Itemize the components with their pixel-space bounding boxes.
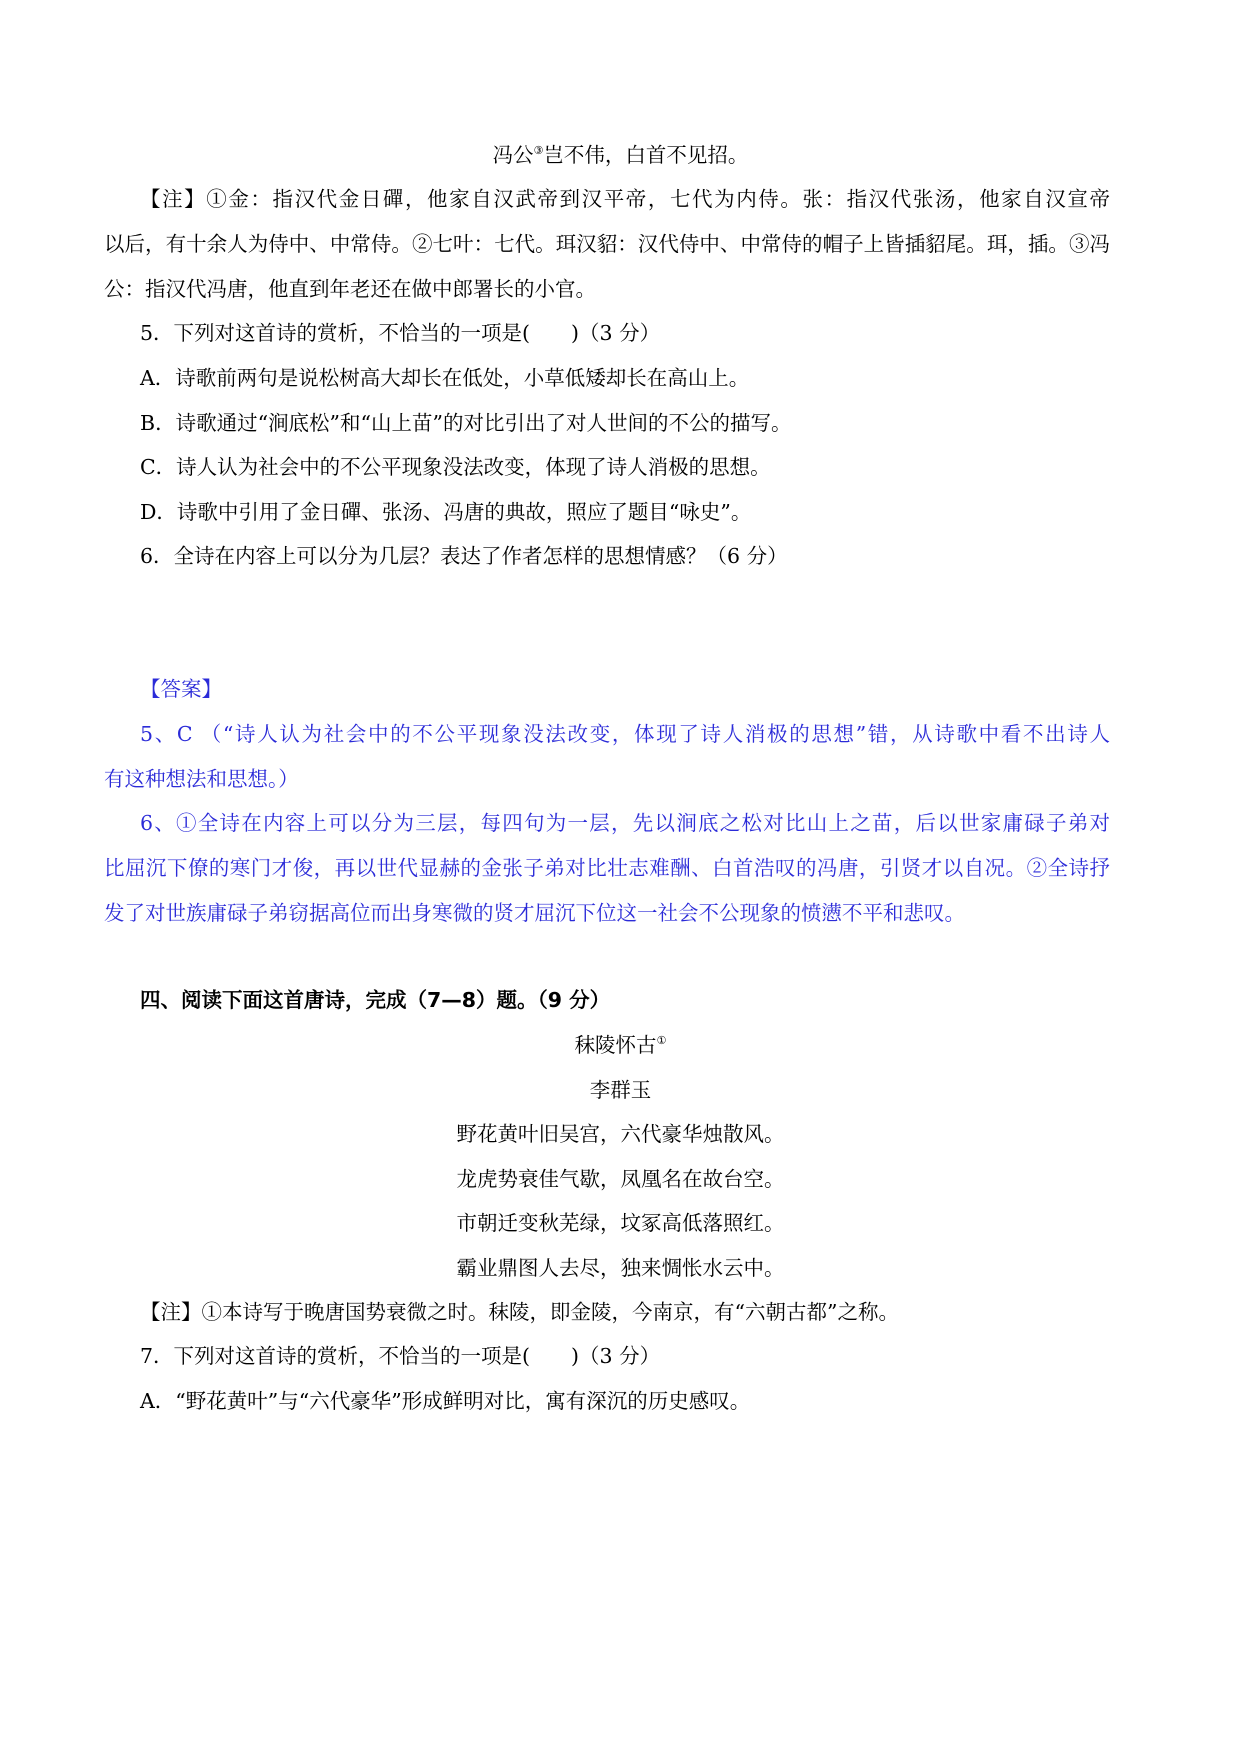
answer-5-line-2: 有这种想法和思想。） xyxy=(104,767,299,791)
question-7-option-a: A．“野花黄叶”与“六代豪华”形成鲜明对比，寓有深沉的历史感叹。 xyxy=(140,1389,751,1413)
poem-author: 李群玉 xyxy=(589,1078,652,1102)
answer-heading: 【答案】 xyxy=(140,677,222,701)
poem-line-feng-gong xyxy=(0,140,1241,170)
question-5-stem: 5．下列对这首诗的赏析，不恰当的一项是( )（3 分） xyxy=(140,321,661,345)
footnote-marker: ③ xyxy=(533,144,544,157)
poem-note: 【注】①本诗写于晚唐国势衰微之时。秣陵，即金陵，今南京，有“六朝古都”之称。 xyxy=(140,1300,899,1324)
answer-5-line-1: 5、C （“诗人认为社会中的不公平现象没法改变，体现了诗人消极的思想”错，从诗歌中看不出诗人 xyxy=(140,722,1110,746)
poem-line-3: 市朝迁变秋芜绿，坟冢高低落照红。 xyxy=(456,1211,785,1235)
answer-6-line-2: 比屈沉下僚的寒门才俊，再以世代显赫的金张子弟对比壮志难酬、白首浩叹的冯唐，引贤才以自况。②全诗抒 xyxy=(104,856,1110,880)
answer-6-line-3: 发了对世族庸碌子弟窃据高位而出身寒微的贤才屈沉下位这一社会不公现象的愤懑不平和悲叹。 xyxy=(104,901,965,925)
poem-text: 冯公 xyxy=(492,143,534,167)
question-5-option-c: C．诗人认为社会中的不公平现象没法改变，体现了诗人消极的思想。 xyxy=(140,455,771,479)
section-4-heading: 四、阅读下面这首唐诗，完成（7—8）题。（9 分） xyxy=(140,988,611,1012)
poem-title-text: 秣陵怀古 xyxy=(574,1033,657,1057)
answer-6-line-1: 6、①全诗在内容上可以分为三层，每四句为一层，先以涧底之松对比山上之苗，后以世家庸碌子弟对 xyxy=(140,811,1110,835)
note-line-3: 公：指汉代冯唐，他直到年老还在做中郎署长的小官。 xyxy=(104,277,596,301)
poem-line-2: 龙虎势衰佳气歇，凤凰名在故台空。 xyxy=(456,1167,785,1191)
note-line-2: 以后，有十余人为侍中、中常侍。②七叶：七代。珥汉貂：汉代侍中、中常侍的帽子上皆插貂尾。珥，插。③冯 xyxy=(104,232,1110,256)
poem-title xyxy=(0,1030,1241,1060)
question-5-option-a: A．诗歌前两句是说松树高大却长在低处，小草低矮却长在高山上。 xyxy=(140,366,750,390)
poem-line-4: 霸业鼎图人去尽，独来惆怅水云中。 xyxy=(456,1256,785,1280)
poem-text: 岂不伟，白首不见招。 xyxy=(543,143,749,167)
question-7-stem: 7．下列对这首诗的赏析，不恰当的一项是( )（3 分） xyxy=(140,1344,661,1368)
question-5-option-d: D．诗歌中引用了金日磾、张汤、冯唐的典故，照应了题目“咏史”。 xyxy=(140,500,752,524)
question-6-stem: 6．全诗在内容上可以分为几层？表达了作者怎样的思想情感？（6 分） xyxy=(140,544,788,568)
note-line-1: 【注】①金：指汉代金日磾，他家自汉武帝到汉平帝，七代为内侍。张：指汉代张汤，他家自汉宣帝 xyxy=(140,187,1110,211)
question-5-option-b: B．诗歌通过“涧底松”和“山上苗”的对比引出了对人世间的不公的描写。 xyxy=(140,411,792,435)
poem-line-1: 野花黄叶旧吴宫，六代豪华烛散风。 xyxy=(456,1122,785,1146)
footnote-marker: ① xyxy=(656,1034,667,1047)
